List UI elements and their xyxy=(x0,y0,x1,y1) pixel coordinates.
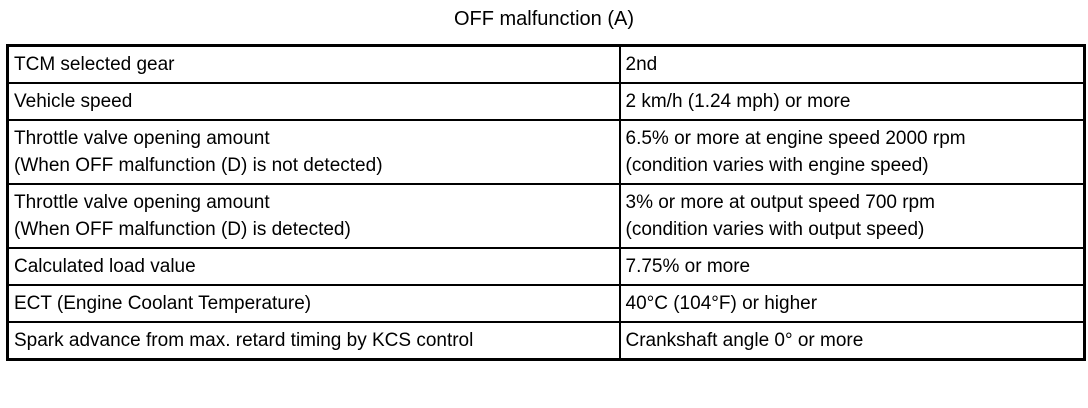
value-cell xyxy=(620,46,1085,84)
table-title: OFF malfunction (A) xyxy=(453,8,635,30)
value-text: 40°C (104°F) or higher xyxy=(625,293,818,314)
condition-text: TCM selected gear xyxy=(14,54,175,75)
condition-text: Calculated load value xyxy=(14,256,196,277)
condition-note: (When OFF malfunction (D) is not detected) xyxy=(14,155,383,176)
value-text: 7.75% or more xyxy=(625,256,751,277)
value-cell xyxy=(620,248,1085,285)
value-cell xyxy=(620,285,1085,322)
condition-note: (When OFF malfunction (D) is detected) xyxy=(14,219,351,240)
table-row xyxy=(8,120,1085,184)
value-cell xyxy=(620,184,1085,248)
malfunction-conditions-table xyxy=(6,44,1086,361)
condition-cell xyxy=(8,83,620,120)
table-row xyxy=(8,285,1085,322)
value-text: 3% or more at output speed 700 rpm xyxy=(625,192,935,213)
table-row xyxy=(8,83,1085,120)
value-text: Crankshaft angle 0° or more xyxy=(625,330,864,351)
condition-cell xyxy=(8,120,620,184)
condition-cell xyxy=(8,184,620,248)
table-row xyxy=(8,322,1085,360)
value-cell xyxy=(620,322,1085,360)
condition-text: Spark advance from max. retard timing by KCS control xyxy=(14,330,474,351)
table-row xyxy=(8,248,1085,285)
value-note: (condition varies with engine speed) xyxy=(625,155,929,176)
value-text: 2nd xyxy=(625,54,658,75)
value-cell xyxy=(620,83,1085,120)
condition-cell xyxy=(8,285,620,322)
condition-text: Throttle valve opening amount xyxy=(14,128,270,149)
condition-cell xyxy=(8,46,620,84)
condition-cell xyxy=(8,248,620,285)
value-note: (condition varies with output speed) xyxy=(625,219,925,240)
value-text: 2 km/h (1.24 mph) or more xyxy=(625,91,851,112)
condition-cell xyxy=(8,322,620,360)
table-row xyxy=(8,46,1085,84)
condition-text: Vehicle speed xyxy=(14,91,133,112)
value-cell xyxy=(620,120,1085,184)
condition-text: Throttle valve opening amount xyxy=(14,192,270,213)
condition-text: ECT (Engine Coolant Temperature) xyxy=(14,293,312,314)
value-text: 6.5% or more at engine speed 2000 rpm xyxy=(625,128,966,149)
table-row xyxy=(8,184,1085,248)
